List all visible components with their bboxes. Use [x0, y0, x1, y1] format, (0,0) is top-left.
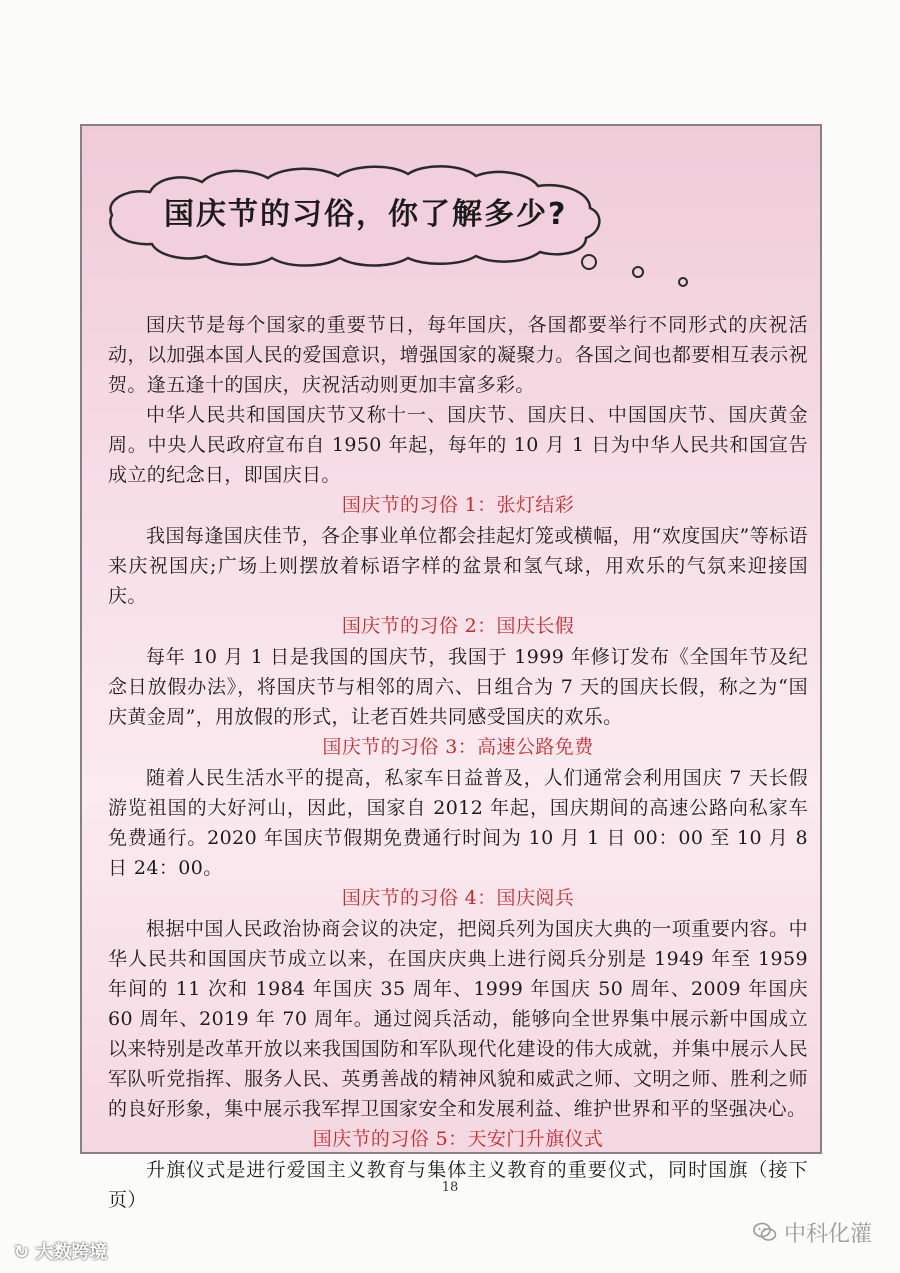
watermark-left-text: 大数跨境 [35, 1242, 108, 1263]
section-heading: 国庆节的习俗 1：张灯结彩 [341, 494, 575, 516]
page-title: 国庆节的习俗，你了解多少? [164, 197, 568, 232]
title-cloud [0, 0, 900, 300]
wechat-icon [752, 1219, 778, 1245]
paragraph: 我国每逢国庆佳节，各企事业单位都会挂起灯笼或横幅，用“欢度国庆”等标语来庆祝国庆;广场上则摆放着标语字样的盆景和氢气球，用欢乐的气氛来迎接国庆。 [108, 525, 808, 607]
article-body [108, 310, 808, 1215]
thought-bubble-dot [633, 267, 643, 277]
paragraph: 中华人民共和国国庆节又称十一、国庆节、国庆日、中国国庆节、国庆黄金周。中央人民政府宣布自 1950 年起，每年的 10 月 1 日为中华人民共和国宣告成立的纪念日，即国庆日。 [108, 404, 808, 486]
watermark-right-text: 中科化灌 [784, 1221, 873, 1247]
thought-bubble-dot [679, 278, 687, 286]
paragraph: 每年 10 月 1 日是我国的国庆节，我国于 1999 年修订发布《全国年节及纪念日放假办法》，将国庆节与相邻的周六、日组合为 7 天的国庆长假，称之为“国庆黄金周”，用放假的形式，让老百姓共同感受国庆的欢乐。 [108, 646, 808, 728]
section-heading: 国庆节的习俗 5：天安门升旗仪式 [312, 1128, 604, 1150]
paragraph: 随着人民生活水平的提高，私家车日益普及，人们通常会利用国庆 7 天长假游览祖国的大好河山，因此，国家自 2012 年起，国庆期间的高速公路向私家车免费通行。2020 年国庆节假期免费通行时间为 10 月 1 日 00：00 至 10 月 8 日 24：00。 [108, 767, 808, 879]
section-heading: 国庆节的习俗 3：高速公路免费 [322, 736, 594, 758]
watermark-right [752, 1212, 882, 1252]
paragraph: 升旗仪式是进行爱国主义教育与集体主义教育的重要仪式，同时国旗（接下页） [108, 1159, 808, 1211]
page-number: 18 [441, 1180, 459, 1195]
thought-bubble-dot [582, 255, 596, 269]
watermark-left [14, 1238, 107, 1264]
section-heading: 国庆节的习俗 2：国庆长假 [341, 615, 575, 637]
paragraph: 根据中国人民政治协商会议的决定，把阅兵列为国庆大典的一项重要内容。中华人民共和国国庆节成立以来，在国庆庆典上进行阅兵分别是 1949 年至 1959 年间的 11 次和 1984 年国庆 35 周年、1999 年国庆 50 周年、2009 年国庆 60 周年、2019 年 70 周年。通过阅兵活动，能够向全世界集中展示新中国成立以来特别是改革开放以来我国国防和军队现代化建设的伟大成就，并集中展示人民军队听党指挥、服务人民、英勇善战的精神风貌和威武之师、文明之师、胜利之师的良好形象，集中展示我军捍卫国家安全和发展利益、维护世界和平的坚强决心。 [108, 918, 808, 1120]
logo-icon: ↻ [14, 1242, 36, 1263]
section-heading: 国庆节的习俗 4：国庆阅兵 [341, 887, 575, 909]
paragraph: 国庆节是每个国家的重要节日，每年国庆，各国都要举行不同形式的庆祝活动，以加强本国人民的爱国意识，增强国家的凝聚力。各国之间也都要相互表示祝贺。逢五逢十的国庆，庆祝活动则更加丰富多彩。 [108, 314, 808, 396]
